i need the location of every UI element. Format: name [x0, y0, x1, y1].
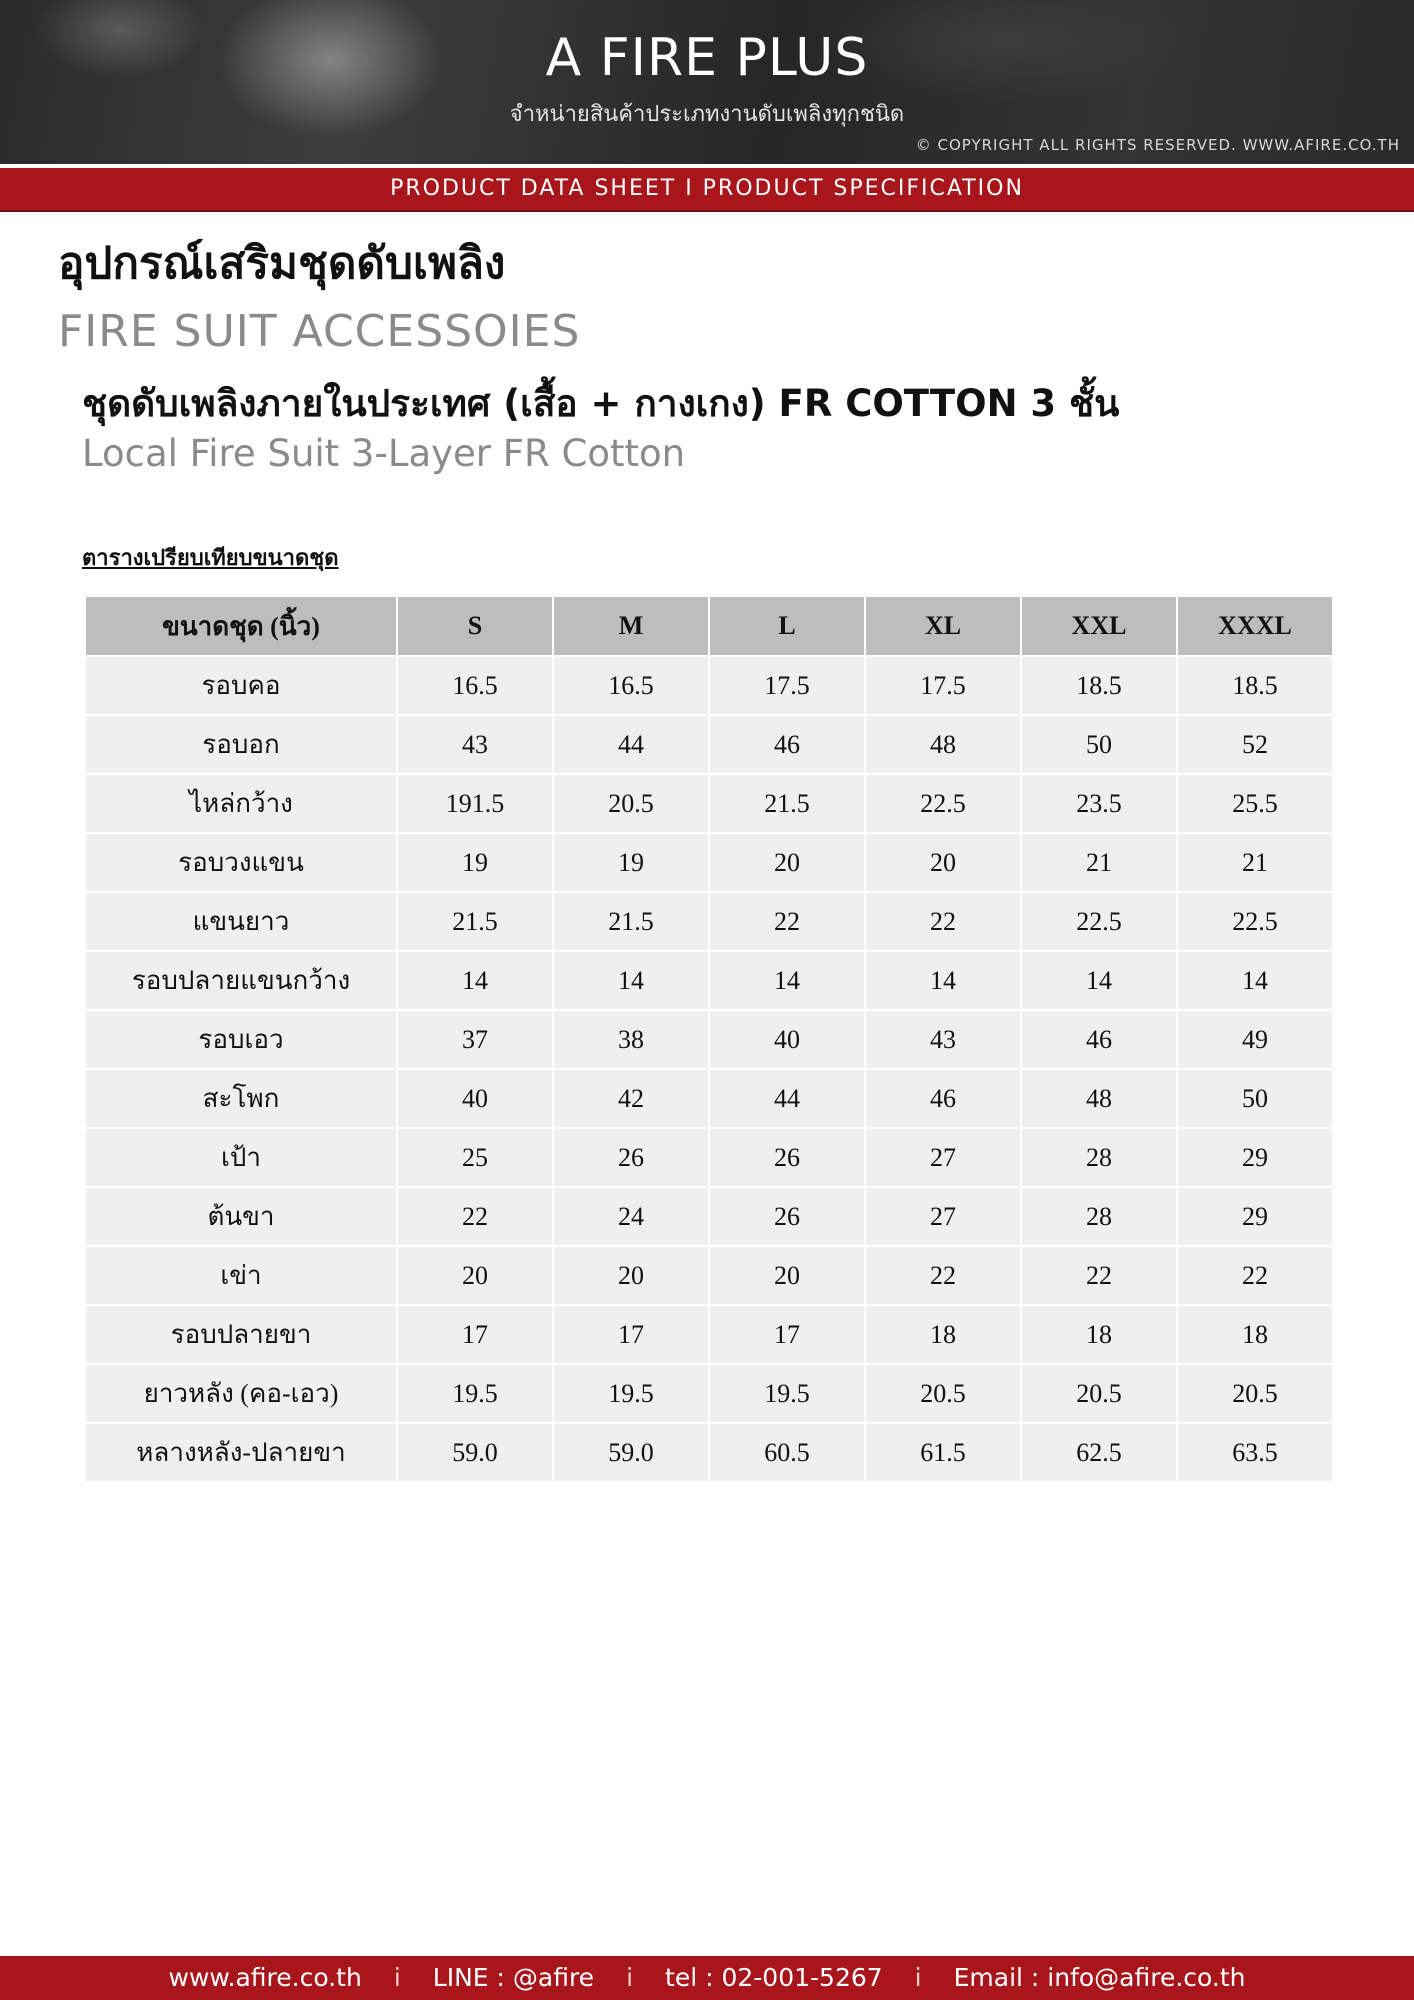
footer-line[interactable]: LINE : @afire [432, 1963, 595, 1992]
measurement-value: 14 [865, 951, 1021, 1010]
brand-tagline: จำหน่ายสินค้าประเภทงานดับเพลิงทุกชนิด [509, 102, 905, 127]
measurement-value: 14 [553, 951, 709, 1010]
datasheet-banner: PRODUCT DATA SHEET I PRODUCT SPECIFICATION [0, 168, 1414, 212]
measurement-value: 26 [553, 1128, 709, 1187]
measurement-value: 38 [553, 1010, 709, 1069]
measurement-value: 46 [865, 1069, 1021, 1128]
product-name-en: Local Fire Suit 3-Layer FR Cotton [82, 432, 686, 475]
measurement-label: เข่า [85, 1246, 397, 1305]
measurement-value: 28 [1021, 1187, 1177, 1246]
table-row [85, 1187, 1333, 1246]
measurement-value: 63.5 [1177, 1423, 1333, 1482]
measurement-value: 21.5 [553, 892, 709, 951]
measurement-value: 20 [397, 1246, 553, 1305]
measurement-value: 17.5 [709, 656, 865, 715]
measurement-value: 26 [709, 1187, 865, 1246]
measurement-value: 59.0 [553, 1423, 709, 1482]
table-row [85, 656, 1333, 715]
header-cell-size: XXL [1021, 596, 1177, 656]
measurement-label: รอบคอ [85, 656, 397, 715]
footer-separator: i [393, 1963, 401, 1992]
table-caption: ตารางเปรียบเทียบขนาดชุด [82, 546, 339, 571]
measurement-value: 27 [865, 1187, 1021, 1246]
product-name-th: ชุดดับเพลิงภายในประเทศ (เสื้อ + กางเกง) FR COTTON 3 ชั้น [82, 382, 1120, 425]
measurement-value: 22.5 [1177, 892, 1333, 951]
measurement-label: รอบปลายแขนกว้าง [85, 951, 397, 1010]
measurement-label: ต้นขา [85, 1187, 397, 1246]
table-row [85, 833, 1333, 892]
measurement-value: 28 [1021, 1128, 1177, 1187]
measurement-value: 22 [1021, 1246, 1177, 1305]
measurement-value: 21.5 [397, 892, 553, 951]
table-row [85, 1364, 1333, 1423]
table-row [85, 1305, 1333, 1364]
measurement-value: 20.5 [1021, 1364, 1177, 1423]
measurement-value: 40 [397, 1069, 553, 1128]
measurement-value: 19.5 [397, 1364, 553, 1423]
measurement-value: 43 [865, 1010, 1021, 1069]
measurement-value: 20 [865, 833, 1021, 892]
measurement-label: รอบวงแขน [85, 833, 397, 892]
measurement-value: 25 [397, 1128, 553, 1187]
measurement-value: 50 [1021, 715, 1177, 774]
measurement-value: 22 [709, 892, 865, 951]
measurement-label: ยาวหลัง (คอ-เอว) [85, 1364, 397, 1423]
measurement-value: 46 [1021, 1010, 1177, 1069]
footer-website[interactable]: www.afire.co.th [168, 1963, 362, 1992]
header-cell-size: L [709, 596, 865, 656]
footer-email[interactable]: Email : info@afire.co.th [953, 1963, 1246, 1992]
measurement-value: 17 [553, 1305, 709, 1364]
measurement-value: 20 [709, 1246, 865, 1305]
measurement-value: 20.5 [1177, 1364, 1333, 1423]
footer-separator: i [626, 1963, 634, 1992]
header-cell-size: S [397, 596, 553, 656]
measurement-value: 60.5 [709, 1423, 865, 1482]
measurement-label: หลางหลัง-ปลายขา [85, 1423, 397, 1482]
copyright-notice: © COPYRIGHT ALL RIGHTS RESERVED. WWW.AFIRE.CO.TH [915, 136, 1400, 154]
header-cell-size: M [553, 596, 709, 656]
measurement-value: 23.5 [1021, 774, 1177, 833]
measurement-value: 50 [1177, 1069, 1333, 1128]
measurement-label: ไหล่กว้าง [85, 774, 397, 833]
measurement-label: รอบอก [85, 715, 397, 774]
measurement-value: 46 [709, 715, 865, 774]
measurement-value: 18.5 [1021, 656, 1177, 715]
measurement-value: 14 [709, 951, 865, 1010]
measurement-value: 29 [1177, 1187, 1333, 1246]
measurement-value: 52 [1177, 715, 1333, 774]
measurement-value: 191.5 [397, 774, 553, 833]
footer-separator: i [914, 1963, 922, 1992]
table-row [85, 1246, 1333, 1305]
measurement-label: รอบปลายขา [85, 1305, 397, 1364]
measurement-value: 14 [1021, 951, 1177, 1010]
brand-name: A FIRE PLUS [545, 28, 869, 88]
measurement-value: 21 [1021, 833, 1177, 892]
measurement-value: 48 [1021, 1069, 1177, 1128]
measurement-label: รอบเอว [85, 1010, 397, 1069]
measurement-label: เป้า [85, 1128, 397, 1187]
measurement-value: 16.5 [397, 656, 553, 715]
measurement-value: 21.5 [709, 774, 865, 833]
measurement-value: 17.5 [865, 656, 1021, 715]
measurement-value: 40 [709, 1010, 865, 1069]
table-row [85, 1010, 1333, 1069]
measurement-value: 14 [397, 951, 553, 1010]
table-header-row [85, 596, 1333, 656]
measurement-value: 19.5 [709, 1364, 865, 1423]
category-title-en: FIRE SUIT ACCESSOIES [58, 306, 581, 357]
measurement-value: 44 [709, 1069, 865, 1128]
measurement-value: 37 [397, 1010, 553, 1069]
measurement-value: 42 [553, 1069, 709, 1128]
header-cell-size: XL [865, 596, 1021, 656]
measurement-value: 21 [1177, 833, 1333, 892]
measurement-value: 17 [397, 1305, 553, 1364]
table-row [85, 774, 1333, 833]
measurement-value: 17 [709, 1305, 865, 1364]
measurement-value: 20 [709, 833, 865, 892]
measurement-value: 29 [1177, 1128, 1333, 1187]
table-row [85, 1069, 1333, 1128]
table-row [85, 715, 1333, 774]
measurement-value: 44 [553, 715, 709, 774]
category-title-th: อุปกรณ์เสริมชุดดับเพลิง [58, 238, 506, 289]
table-body [85, 656, 1333, 1482]
measurement-value: 49 [1177, 1010, 1333, 1069]
measurement-value: 18 [1021, 1305, 1177, 1364]
measurement-value: 24 [553, 1187, 709, 1246]
measurement-value: 43 [397, 715, 553, 774]
measurement-label: แขนยาว [85, 892, 397, 951]
measurement-label: สะโพก [85, 1069, 397, 1128]
measurement-value: 20 [553, 1246, 709, 1305]
measurement-value: 19 [553, 833, 709, 892]
measurement-value: 22 [397, 1187, 553, 1246]
measurement-value: 62.5 [1021, 1423, 1177, 1482]
footer-contact-bar [0, 1956, 1414, 2000]
measurement-value: 19.5 [553, 1364, 709, 1423]
measurement-value: 22.5 [865, 774, 1021, 833]
measurement-value: 18.5 [1177, 656, 1333, 715]
measurement-value: 27 [865, 1128, 1021, 1187]
measurement-value: 18 [1177, 1305, 1333, 1364]
measurement-value: 14 [1177, 951, 1333, 1010]
measurement-value: 59.0 [397, 1423, 553, 1482]
header-banner [0, 0, 1414, 164]
footer-tel[interactable]: tel : 02-001-5267 [665, 1963, 883, 1992]
measurement-value: 26 [709, 1128, 865, 1187]
table-row [85, 892, 1333, 951]
measurement-value: 18 [865, 1305, 1021, 1364]
measurement-value: 19 [397, 833, 553, 892]
measurement-value: 22 [1177, 1246, 1333, 1305]
measurement-value: 22.5 [1021, 892, 1177, 951]
measurement-value: 22 [865, 892, 1021, 951]
table-row [85, 1423, 1333, 1482]
measurement-value: 22 [865, 1246, 1021, 1305]
table-row [85, 951, 1333, 1010]
measurement-value: 48 [865, 715, 1021, 774]
measurement-value: 20.5 [865, 1364, 1021, 1423]
size-chart-table [84, 595, 1334, 1483]
table-row [85, 1128, 1333, 1187]
measurement-value: 25.5 [1177, 774, 1333, 833]
measurement-value: 61.5 [865, 1423, 1021, 1482]
measurement-value: 20.5 [553, 774, 709, 833]
header-cell-size: XXXL [1177, 596, 1333, 656]
header-cell-label: ขนาดชุด (นิ้ว) [85, 596, 397, 656]
measurement-value: 16.5 [553, 656, 709, 715]
